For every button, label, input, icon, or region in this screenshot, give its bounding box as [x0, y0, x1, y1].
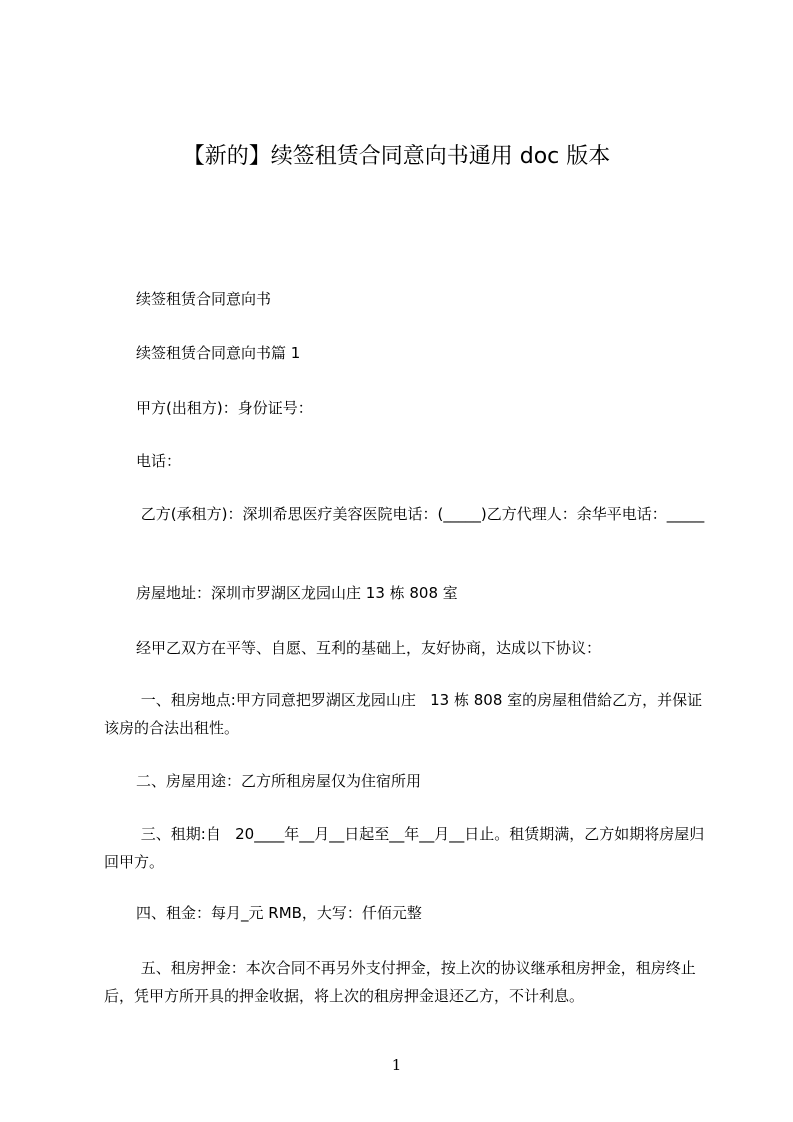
paragraph-party-b: 乙方(承租方)：深圳希思医疗美容医院电话：(_____)乙方代理人：余华平电话：_____	[136, 505, 705, 523]
paragraph-party-a: 甲方(出租方)：身份证号：	[136, 399, 313, 417]
paragraph-section-title: 续签租赁合同意向书篇 1	[136, 344, 301, 362]
document-title: 【新的】续签租赁合同意向书通用 doc 版本	[182, 144, 611, 169]
paragraph-clause-2: 二、房屋用途：乙方所租房屋仅为住宿所用	[136, 772, 422, 790]
paragraph-clause-1: 一、租房地点:甲方同意把罗湖区龙园山庄 13 栋 808 室的房屋租借給乙方，并保证该房的合法出租性。	[104, 691, 703, 737]
paragraph-heading: 续签租赁合同意向书	[136, 290, 272, 308]
paragraph-clause-5: 五、租房押金：本次合同不再另外支付押金，按上次的协议继承租房押金，租房终止后，凭甲方所开具的押金收据，将上次的租房押金退还乙方，不计利息。	[104, 959, 696, 1005]
paragraph-address: 房屋地址：深圳市罗湖区龙园山庄 13 栋 808 室	[136, 584, 458, 602]
paragraph-clause-3: 三、租期:自 20____年__月__日起至__年__月__日止。租赁期满，乙方如期将房屋归回甲方。	[104, 825, 705, 871]
paragraph-phone: 电话：	[136, 452, 182, 470]
paragraph-agreement-intro: 经甲乙双方在平等、自愿、互利的基础上，友好协商，达成以下协议：	[136, 639, 602, 657]
paragraph-clause-4: 四、租金：每月_元 RMB，大写：仟佰元整	[136, 904, 422, 922]
page-number: 1	[391, 1056, 402, 1074]
